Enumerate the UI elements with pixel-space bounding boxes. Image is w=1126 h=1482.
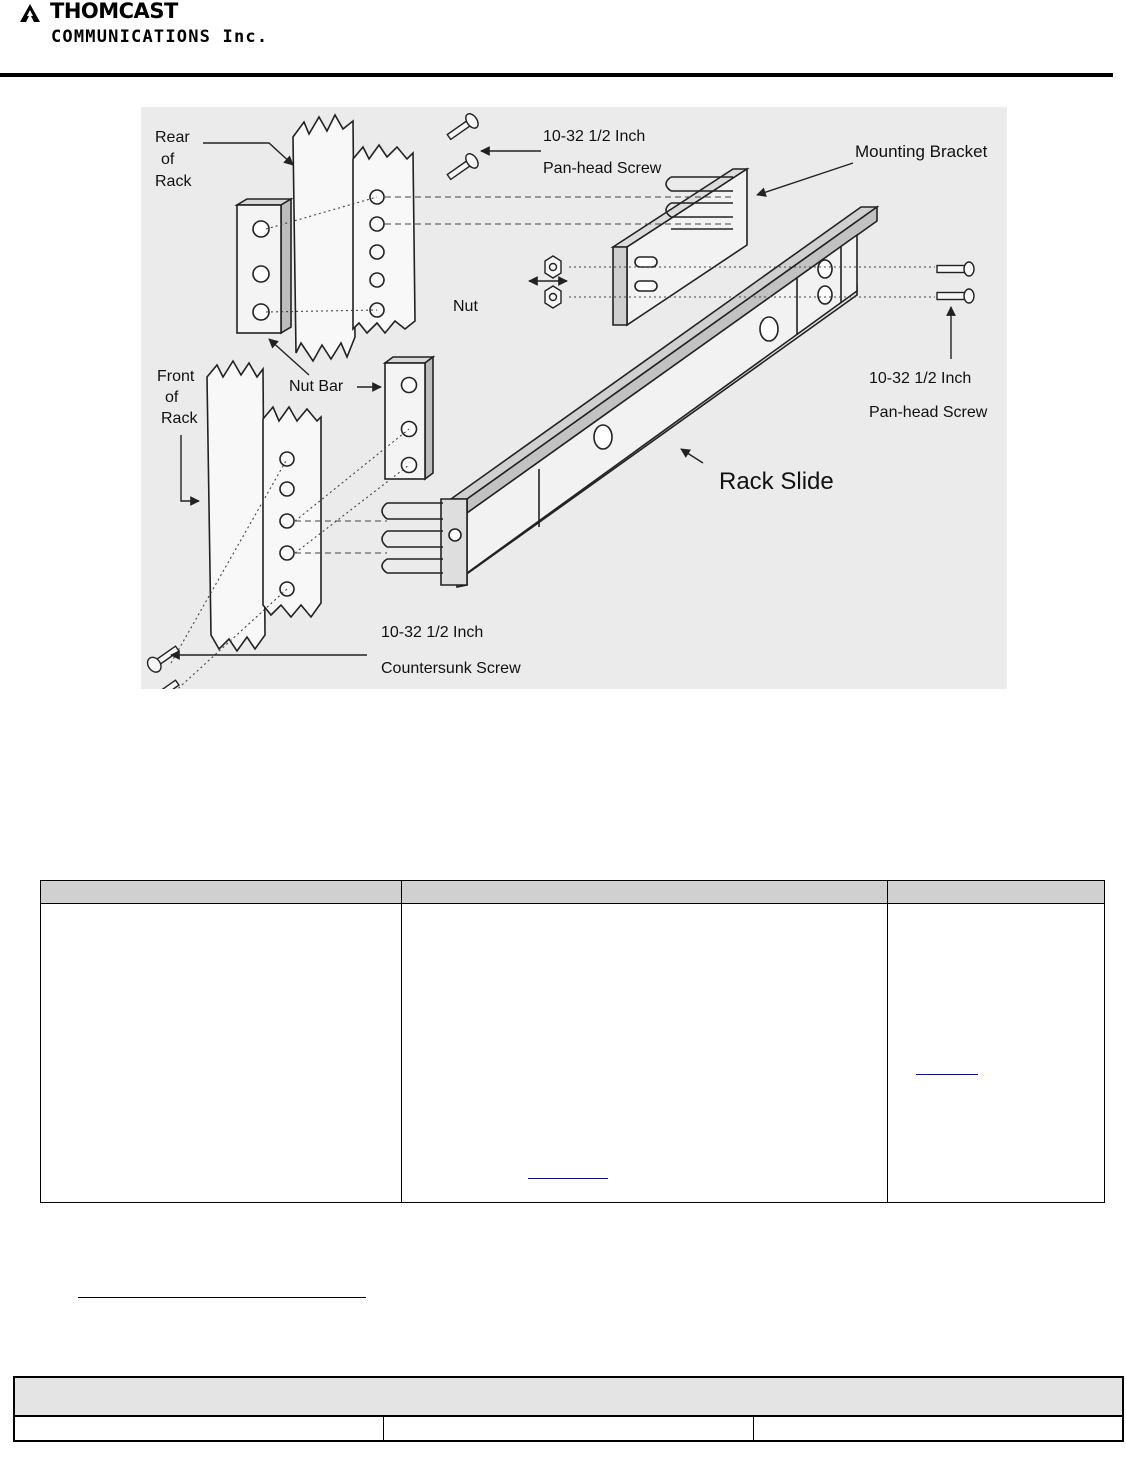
label-pan-head-screw-top: 10-32 1/2 Inch Pan-head Screw [543, 128, 662, 177]
table-header-cell [402, 881, 888, 904]
rear-nut-bar [237, 199, 291, 333]
company-name: THOMCAST [50, 0, 178, 23]
table-header-cell [41, 881, 402, 904]
page-footer [13, 1376, 1124, 1442]
table-cell [41, 904, 402, 1203]
table-header-cell [888, 881, 1105, 904]
table-cell [888, 904, 1105, 1203]
front-nut-bar [385, 357, 433, 479]
table-cell [402, 904, 888, 1203]
footer-title [15, 1378, 1122, 1417]
page-header [0, 0, 1126, 80]
footer-cell [15, 1417, 384, 1440]
footer-cell [384, 1417, 753, 1440]
label-mounting-bracket: Mounting Bracket [855, 142, 988, 161]
rack-mounting-diagram [141, 107, 1007, 689]
footnote-separator [78, 1297, 366, 1298]
thomcast-logo-icon [20, 4, 40, 22]
label-pan-head-screw-right: 10-32 1/2 Inch Pan-head Screw [869, 370, 988, 421]
parts-table [40, 880, 1105, 1203]
table-link[interactable] [528, 1178, 608, 1179]
label-countersunk-screw: 10-32 1/2 Inch Countersunk Screw [381, 624, 521, 677]
label-rack-slide: Rack Slide [719, 468, 834, 495]
company-subtitle: COMMUNICATIONS Inc. [51, 27, 269, 47]
label-nut-bar: Nut Bar [289, 378, 344, 395]
label-front-of-rack: Front of Rack [157, 368, 198, 427]
table-row [41, 904, 1105, 1203]
footer-cell [754, 1417, 1122, 1440]
header-divider [0, 73, 1113, 77]
label-nut: Nut [453, 298, 478, 315]
label-rear-of-rack: Rear of Rack [155, 129, 192, 190]
table-link[interactable] [916, 1074, 978, 1075]
table-header-row [41, 881, 1105, 904]
